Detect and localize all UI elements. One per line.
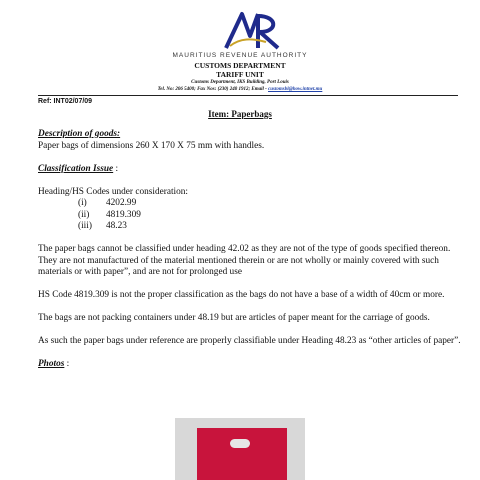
paragraph-heading-4202: The paper bags cannot be classified under heading 42.02 as they are not of the type of goods specified thereon. They are not manufactured of the material mentioned therein or are not wholly or mainly covered with such materials or with paper”, and are not for prolonged use	[38, 244, 451, 277]
list-item-code: 48.23	[106, 221, 127, 231]
contact-email-link[interactable]: customsbl@how.intnet.mu	[268, 87, 323, 92]
bag-handle-cutout	[230, 439, 250, 448]
hs-code-list	[38, 198, 468, 233]
list-item-code: 4202.99	[106, 198, 137, 208]
unit-name: TARIFF UNIT	[216, 70, 264, 79]
department-name: CUSTOMS DEPARTMENT	[194, 61, 286, 70]
paragraph-hs-4819: HS Code 4819.309 is not the proper classification as the bags do not have a base of a width of 40cm or more.	[38, 290, 445, 300]
list-item	[38, 198, 468, 210]
list-item-number: (iii)	[78, 221, 92, 231]
paragraph-conclusion: As such the paper bags under reference are properly classifiable under Heading 48.23 as “other articles of paper”.	[38, 336, 461, 346]
header-divider	[38, 95, 458, 96]
list-item-code: 4819.309	[106, 209, 141, 220]
contact-line	[0, 87, 480, 92]
list-item-number: (ii)	[78, 209, 90, 220]
contact-prefix: Tel. No: 206 5400; Fax Nos: (230) 240 1912; Email -	[157, 87, 267, 92]
document-body	[38, 129, 468, 371]
classification-heading: Classification Issue	[38, 163, 114, 174]
photos-suffix: :	[64, 359, 70, 369]
photos-heading: Photos	[38, 359, 65, 369]
classification-suffix: :	[113, 163, 119, 174]
hs-codes-intro: Heading/HS Codes under consideration:	[38, 186, 189, 197]
item-title: Item: Paperbags	[208, 109, 272, 119]
description-text: Paper bags of dimensions 260 X 170 X 75 mm with handles.	[38, 140, 265, 151]
paragraph-packing-containers: The bags are not packing containers under 48.19 but are articles of paper meant for the carriage of goods.	[38, 313, 430, 323]
authority-name: MAURITIUS REVENUE AUTHORITY	[172, 52, 308, 59]
reference-number: Ref: INT02/07/09	[38, 98, 93, 105]
paper-bag-photo	[175, 418, 305, 480]
description-heading: Description of goods:	[38, 129, 121, 139]
list-item-number: (i)	[78, 198, 87, 208]
paper-bag	[197, 428, 287, 480]
list-item	[38, 210, 468, 222]
list-item	[38, 221, 468, 233]
mra-logo	[222, 8, 284, 52]
address-line: Customs Department, IKS Building, Port Louis	[191, 80, 289, 85]
